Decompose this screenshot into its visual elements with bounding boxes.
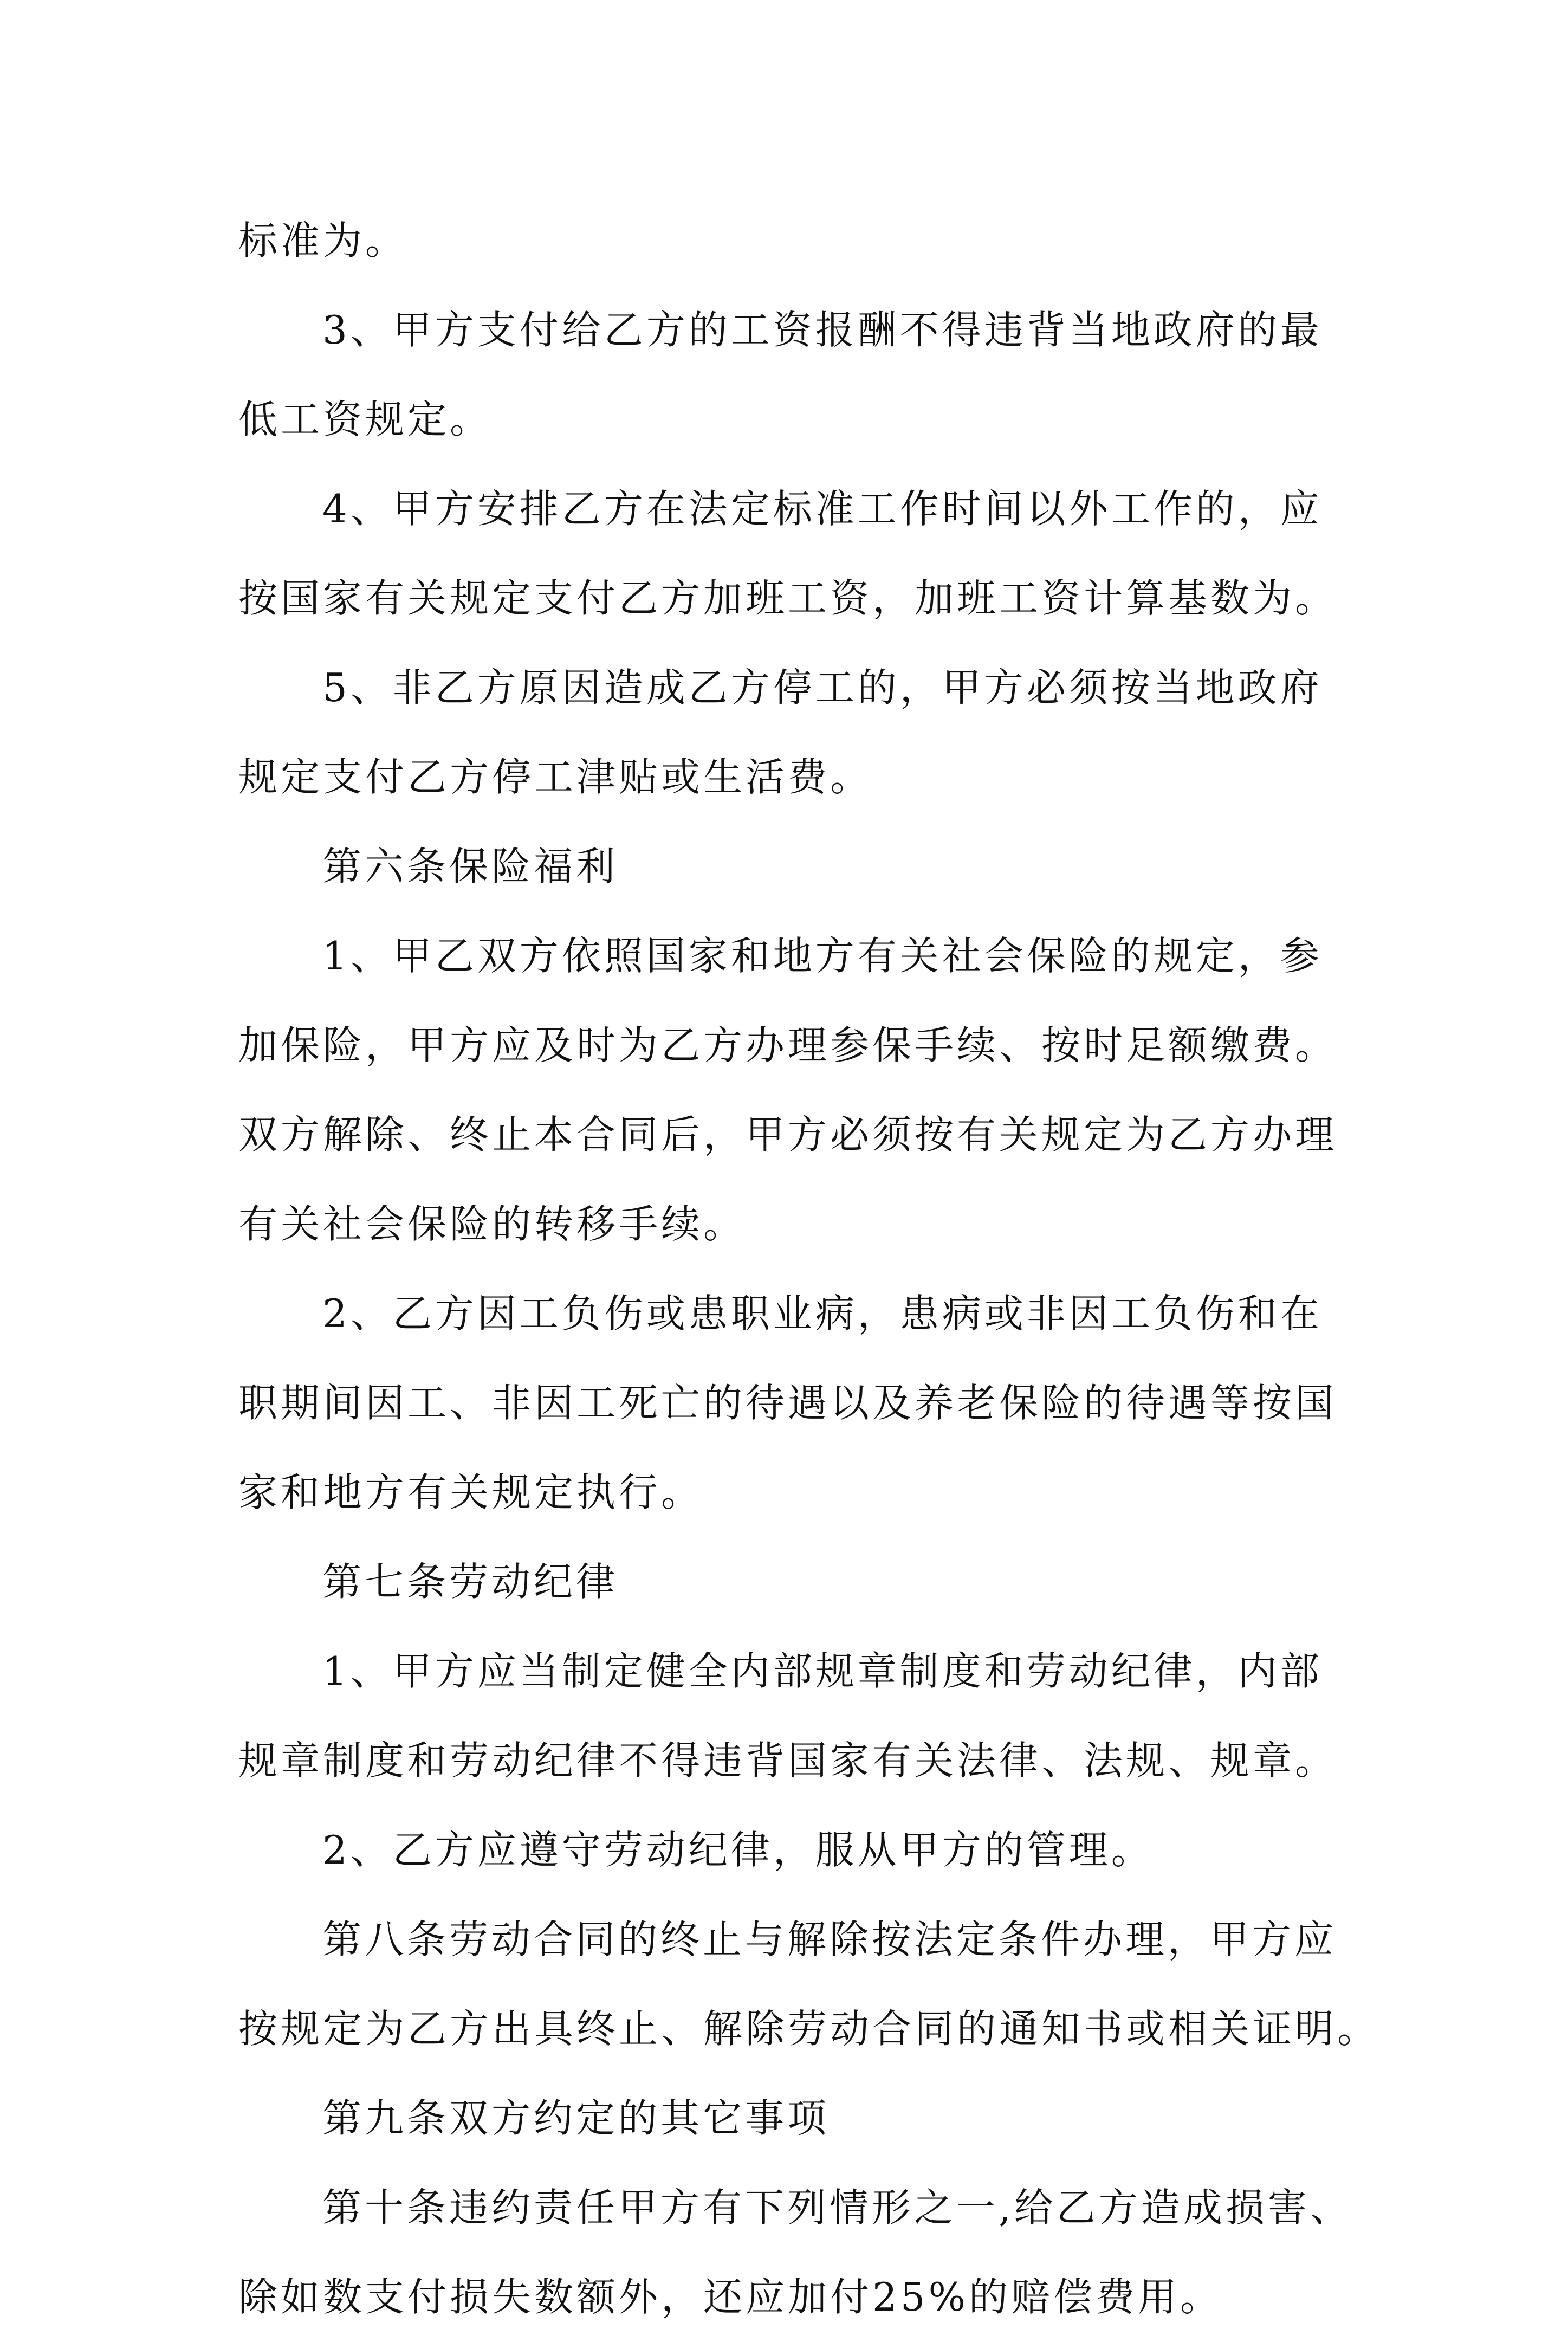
text-line: 除如数支付损失数额外，还应加付25%的赔偿费用。 xyxy=(238,2274,1223,2320)
text-line: 有关社会保险的转移手续。 xyxy=(238,1201,746,1247)
section-heading: 第十条违约责任甲方有下列情形之一,给乙方造成损害、 xyxy=(322,2185,1352,2230)
document-body xyxy=(238,196,1380,2342)
text-line: 2、乙方应遵守劳动纪律，服从甲方的管理。 xyxy=(322,1827,1154,1873)
text-line: 3、甲方支付给乙方的工资报酬不得违背当地政府的最 xyxy=(322,307,1323,353)
text-line: 5、非乙方原因造成乙方停工的，甲方必须按当地政府 xyxy=(322,665,1323,710)
text-line: 低工资规定。 xyxy=(238,397,493,442)
text-line: 双方解除、终止本合同后，甲方必须按有关规定为乙方办理 xyxy=(238,1112,1338,1157)
section-heading: 第七条劳动纪律 xyxy=(322,1559,619,1605)
text-line: 4、甲方安排乙方在法定标准工作时间以外工作的，应 xyxy=(322,486,1323,532)
text-line: 规章制度和劳动纪律不得违背国家有关法律、法规、规章。 xyxy=(238,1738,1338,1783)
section-heading: 第六条保险福利 xyxy=(322,844,619,889)
text-line: 1、甲方应当制定健全内部规章制度和劳动纪律，内部 xyxy=(322,1648,1323,1694)
text-line: 按规定为乙方出具终止、解除劳动合同的通知书或相关证明。 xyxy=(238,2006,1380,2052)
text-line: 职期间因工、非因工死亡的待遇以及养老保险的待遇等按国 xyxy=(238,1380,1338,1426)
text-line: 加保险，甲方应及时为乙方办理参保手续、按时足额缴费。 xyxy=(238,1023,1338,1068)
text-line: 规定支付乙方停工津贴或生活费。 xyxy=(238,754,873,800)
text-line: 家和地方有关规定执行。 xyxy=(238,1470,704,1515)
section-heading: 第八条劳动合同的终止与解除按法定条件办理，甲方应 xyxy=(322,1917,1337,1962)
text-line: 2、乙方因工负伤或患职业病，患病或非因工负伤和在 xyxy=(322,1291,1323,1336)
text-line: 标准为。 xyxy=(238,218,408,263)
text-line: 按国家有关规定支付乙方加班工资，加班工资计算基数为。 xyxy=(238,575,1338,621)
text-line: 1、甲乙双方依照国家和地方有关社会保险的规定，参 xyxy=(322,933,1323,979)
section-heading: 第九条双方约定的其它事项 xyxy=(322,2095,830,2141)
